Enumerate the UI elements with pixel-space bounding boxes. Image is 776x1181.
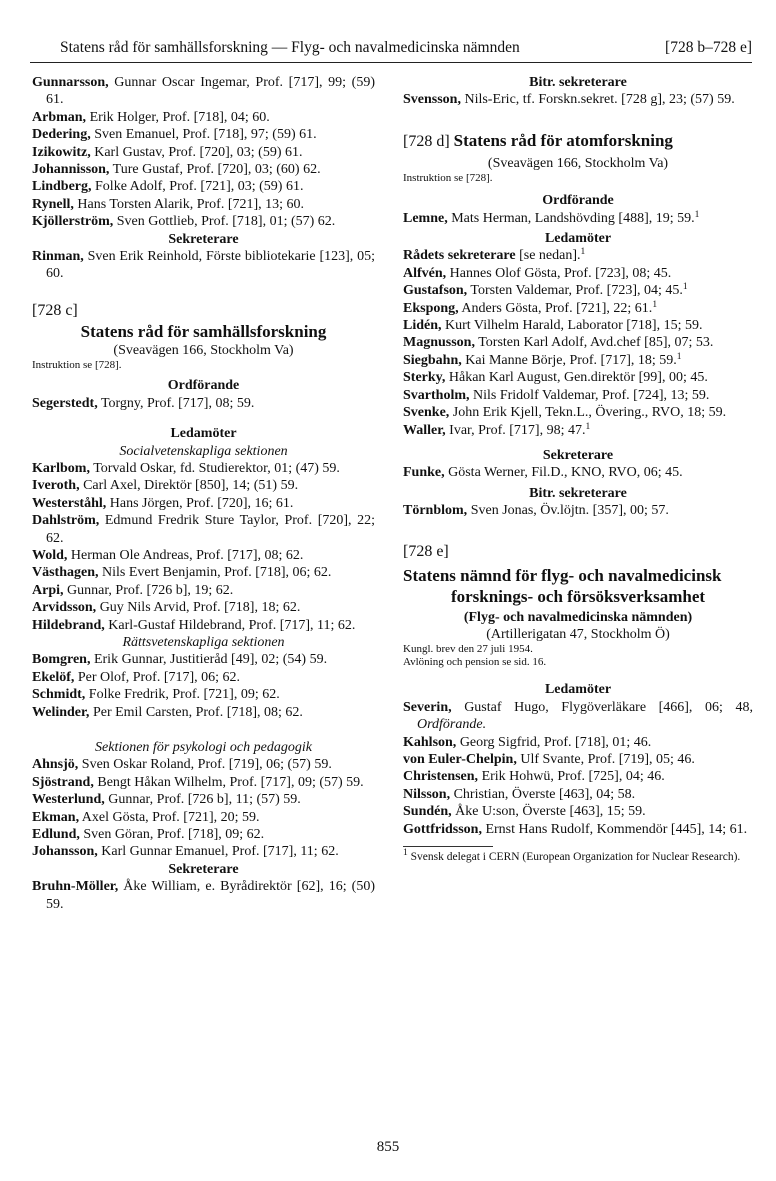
directory-entry bbox=[32, 599, 375, 616]
footnote-mark: 1 bbox=[652, 299, 658, 310]
footnote-number: 1 bbox=[403, 848, 408, 858]
secretary-list bbox=[32, 248, 375, 283]
directory-entry bbox=[403, 464, 753, 481]
heading-sekreterare-2: Sekreterare bbox=[168, 861, 239, 877]
heading-ordforande: Ordförande bbox=[167, 378, 240, 394]
secretary-list-2 bbox=[32, 878, 375, 913]
directory-entry bbox=[32, 495, 375, 512]
entry-siegbahn: Siegbahn, Kai Manne Börje, Prof. [717], 18; 59.$^1$ bbox=[403, 351, 682, 368]
header-rule bbox=[30, 62, 752, 63]
heading-psykologi-pedagogik: Sektionen för psykologi och pedagogik bbox=[95, 740, 312, 755]
person-details: Nils Fridolf Valdemar, Prof. [724], 13; 59. bbox=[469, 387, 710, 403]
person-details: Erik Holger, Prof. [718], 04; 60. bbox=[86, 109, 270, 125]
directory-entry bbox=[32, 547, 375, 564]
chair-list bbox=[32, 395, 375, 412]
person-name: Bomgren, bbox=[32, 652, 91, 668]
directory-entry bbox=[32, 144, 375, 161]
person-details: Kurt Vilhelm Harald, Laborator [718], 15; 59. bbox=[441, 318, 703, 334]
atom-section-heading bbox=[403, 131, 753, 152]
person-name: Lindberg, bbox=[32, 179, 92, 195]
person-name: Västhagen, bbox=[32, 565, 99, 581]
person-name: Kjöllerström, bbox=[32, 214, 114, 230]
atom-assistant-list bbox=[403, 502, 753, 519]
person-details: Georg Sigfrid, Prof. [718], 01; 46. bbox=[456, 734, 652, 750]
footnote-mark: 1 bbox=[694, 209, 700, 220]
person-details: Torgny, Prof. [717], 08; 59. bbox=[97, 395, 255, 411]
person-name: Svensson, bbox=[403, 92, 461, 108]
heading-sekreterare-atom: Sekreterare bbox=[542, 447, 614, 463]
directory-entry bbox=[32, 512, 375, 547]
entry-lemne: Lemne, Mats Herman, Landshövding [488], 19; 59.$^1$ bbox=[403, 209, 700, 226]
directory-entry bbox=[403, 317, 753, 334]
directory-entry bbox=[32, 774, 375, 791]
section-subtitle-flyg: (Flyg- och navalmedicinska nämnden) bbox=[463, 609, 693, 625]
directory-entry bbox=[32, 878, 375, 913]
section-title-samhallsforskning: Statens råd för samhällsforskning bbox=[80, 321, 327, 341]
person-name: Dedering, bbox=[32, 127, 91, 143]
person-name: Iveroth, bbox=[32, 478, 80, 494]
person-name: Welinder, bbox=[32, 704, 90, 720]
atom-member-list-b bbox=[403, 317, 753, 352]
person-name: Johannisson, bbox=[32, 162, 110, 178]
person-name: Hildebrand, bbox=[32, 617, 105, 633]
atom-secretary-list bbox=[403, 464, 753, 481]
person-name: von Euler-Chelpin, bbox=[403, 751, 517, 767]
person-name: Ahnsjö, bbox=[32, 757, 79, 773]
member-list bbox=[32, 74, 375, 231]
person-name: Kahlson, bbox=[403, 734, 457, 750]
entry-severin: Severin, Gustaf Hugo, Flygöverläkare [466], 06; 48, Ordförande. bbox=[403, 699, 753, 733]
footnote-mark: 1 bbox=[585, 421, 591, 432]
person-details: Åke U:son, Överste [463], 15; 59. bbox=[451, 804, 646, 820]
directory-entry bbox=[32, 669, 375, 686]
person-details: Per Olof, Prof. [717], 06; 62. bbox=[74, 669, 241, 685]
flyg-note-avloning: Avlöning och pension se sid. 16. bbox=[403, 656, 547, 669]
person-details: Ulf Svante, Prof. [719], 05; 46. bbox=[516, 751, 695, 767]
person-details: Hans Torsten Alarik, Prof. [721], 13; 60. bbox=[73, 196, 305, 212]
entry-radets-sekreterare: Rådets sekreterare [se nedan].$^1$ bbox=[403, 247, 586, 264]
directory-entry bbox=[32, 686, 375, 703]
person-details: Gunnar Oscar Ingemar, Prof. [717], 99; (59) 61. bbox=[46, 75, 375, 108]
person-name: Alfvén, bbox=[403, 265, 447, 281]
person-details: Folke Fredrik, Prof. [721], 09; 62. bbox=[85, 687, 280, 703]
section-code-728c: [728 c] bbox=[32, 301, 78, 319]
person-name: Sterky, bbox=[403, 370, 446, 386]
person-name: Edlund, bbox=[32, 827, 80, 843]
person-details: Edmund Fredrik Sture Taylor, Prof. [720], 22; 62. bbox=[46, 513, 375, 546]
person-details: Sven Jonas, Öv.löjtn. [357], 00; 57. bbox=[467, 503, 669, 519]
directory-entry bbox=[32, 161, 375, 178]
directory-entry bbox=[32, 248, 375, 283]
person-name: Arvidsson, bbox=[32, 600, 97, 616]
section-address-flyg: (Artillerigatan 47, Stockholm Ö) bbox=[486, 626, 670, 642]
directory-entry bbox=[403, 751, 753, 768]
person-name: Wold, bbox=[32, 547, 68, 563]
directory-entry bbox=[403, 265, 753, 282]
directory-entry bbox=[32, 582, 375, 599]
person-details: Gunnar, Prof. [726 b], 19; 62. bbox=[63, 582, 234, 598]
person-details: Torsten Karl Adolf, Avd.chef [85], 07; 53. bbox=[474, 335, 714, 351]
person-name: Nilsson, bbox=[403, 786, 451, 802]
atom-member-list-a bbox=[403, 265, 753, 282]
directory-entry bbox=[32, 826, 375, 843]
directory-entry bbox=[32, 704, 375, 721]
footnote-rule bbox=[403, 846, 493, 847]
heading-ledamoter: Ledamöter bbox=[170, 426, 237, 442]
person-details: Gunnar, Prof. [726 b], 11; (57) 59. bbox=[104, 792, 301, 808]
person-details: Hannes Olof Gösta, Prof. [723], 08; 45. bbox=[446, 265, 672, 281]
person-name: Schmidt, bbox=[32, 687, 86, 703]
directory-entry bbox=[32, 109, 375, 126]
person-name: Dahlström, bbox=[32, 513, 100, 529]
person-name: Svenke, bbox=[403, 405, 450, 421]
directory-entry bbox=[32, 196, 375, 213]
running-head-title: Statens råd för samhällsforskning — Flyg- och navalmedicinska nämnden bbox=[60, 39, 520, 56]
person-name: Funke, bbox=[403, 465, 445, 481]
person-details: Bengt Håkan Wilhelm, Prof. [717], 09; (57) 59. bbox=[93, 774, 364, 790]
person-name: Ekelöf, bbox=[32, 669, 75, 685]
person-details: Erik Gunnar, Justitieråd [49], 02; (54) 59. bbox=[90, 652, 328, 668]
directory-entry bbox=[32, 756, 375, 773]
entry-ekspong: Ekspong, Anders Gösta, Prof. [721], 22; 61.$^1$ bbox=[403, 299, 658, 316]
person-name: Törnblom, bbox=[403, 503, 468, 519]
person-details: Gösta Werner, Fil.D., KNO, RVO, 06; 45. bbox=[444, 465, 683, 481]
psychology-section-list bbox=[32, 756, 375, 860]
directory-entry bbox=[32, 843, 375, 860]
directory-entry bbox=[403, 821, 753, 838]
directory-entry bbox=[32, 213, 375, 230]
section-address: (Sveavägen 166, Stockholm Va) bbox=[113, 342, 294, 358]
entry-waller: Waller, Ivar, Prof. [717], 98; 47.$^1$ bbox=[403, 421, 591, 438]
person-details: Karl Gustav, Prof. [720], 03; (59) 61. bbox=[90, 144, 303, 160]
person-name: Arpi, bbox=[32, 582, 64, 598]
person-details: Håkan Karl August, Gen.direktör [99], 00; 45. bbox=[445, 370, 708, 386]
person-name: Christensen, bbox=[403, 769, 479, 785]
person-details: Sven Gottlieb, Prof. [718], 01; (57) 62. bbox=[113, 214, 336, 230]
directory-entry bbox=[32, 395, 375, 412]
directory-entry bbox=[403, 734, 753, 751]
person-name: Rinman, bbox=[32, 249, 84, 265]
person-name: Ekman, bbox=[32, 809, 80, 825]
person-details: Herman Ole Andreas, Prof. [717], 08; 62. bbox=[67, 547, 304, 563]
person-details: Sven Erik Reinhold, Förste bibliotekarie [123], 05; 60. bbox=[46, 249, 375, 282]
directory-entry bbox=[403, 387, 753, 404]
section-title-atomforskning: Statens råd för atomforskning bbox=[453, 130, 673, 150]
law-section-list bbox=[32, 651, 375, 721]
footnote-mark: 1 bbox=[676, 351, 682, 362]
footnote-mark: 1 bbox=[580, 247, 586, 258]
section-title-flyg-2: forsknings- och försöksverksamhet bbox=[450, 586, 706, 606]
person-name: Westerståhl, bbox=[32, 495, 107, 511]
heading-bitr-sekreterare: Bitr. sekreterare bbox=[529, 75, 627, 90]
directory-entry bbox=[32, 460, 375, 477]
person-details: Sven Göran, Prof. [718], 09; 62. bbox=[79, 827, 265, 843]
person-details: Carl Axel, Direktör [850], 14; (51) 59. bbox=[79, 478, 299, 494]
person-details: Erik Hohwü, Prof. [725], 04; 46. bbox=[478, 769, 665, 785]
directory-entry bbox=[403, 786, 753, 803]
person-details: Guy Nils Arvid, Prof. [718], 18; 62. bbox=[96, 600, 301, 616]
person-details: Nils Evert Benjamin, Prof. [718], 06; 62. bbox=[98, 565, 332, 581]
person-details: Hans Jörgen, Prof. [720], 16; 61. bbox=[106, 495, 294, 511]
heading-ledamoter-atom: Ledamöter bbox=[544, 231, 612, 247]
directory-entry bbox=[403, 502, 753, 519]
person-details: Sven Emanuel, Prof. [718], 97; (59) 61. bbox=[90, 127, 317, 143]
directory-entry bbox=[32, 74, 375, 109]
heading-ledamoter-flyg: Ledamöter bbox=[544, 682, 612, 698]
directory-entry bbox=[32, 178, 375, 195]
person-name: Izikowitz, bbox=[32, 144, 91, 160]
heading-socialvetenskapliga: Socialvetenskapliga sektionen bbox=[119, 443, 288, 459]
footnote bbox=[403, 850, 753, 864]
heading-ordforande-atom: Ordförande bbox=[542, 193, 614, 209]
person-details: Karl-Gustaf Hildebrand, Prof. [717], 11; 62. bbox=[104, 617, 356, 633]
person-name: Segerstedt, bbox=[32, 395, 98, 411]
person-name: Lidén, bbox=[403, 318, 442, 334]
directory-entry bbox=[32, 809, 375, 826]
page-number: 855 bbox=[376, 1139, 400, 1155]
person-details: Ernst Hans Rudolf, Kommendör [445], 14; 61. bbox=[481, 821, 748, 837]
person-name: Johansson, bbox=[32, 844, 98, 860]
directory-entry bbox=[32, 126, 375, 143]
directory-entry bbox=[32, 477, 375, 494]
flyg-member-list bbox=[403, 734, 753, 838]
entry-gustafson: Gustafson, Torsten Valdemar, Prof. [723], 04; 45.$^1$ bbox=[403, 282, 688, 299]
person-name: Karlbom, bbox=[32, 460, 90, 476]
section-code-728d: [728 d] bbox=[403, 132, 450, 150]
person-details: Folke Adolf, Prof. [721], 03; (59) 61. bbox=[91, 179, 304, 195]
social-section-list bbox=[32, 460, 375, 634]
person-name: Bruhn-Möller, bbox=[32, 879, 119, 895]
atom-member-list-c bbox=[403, 369, 753, 421]
person-details: John Erik Kjell, Tekn.L., Övering., RVO, 18; 59. bbox=[449, 405, 727, 421]
person-details: Christian, Överste [463], 04; 58. bbox=[450, 786, 636, 802]
person-details: Per Emil Carsten, Prof. [718], 08; 62. bbox=[89, 704, 303, 720]
heading-bitr-sekreterare-atom: Bitr. sekreterare bbox=[529, 485, 627, 501]
directory-entry bbox=[403, 334, 753, 351]
directory-entry bbox=[32, 791, 375, 808]
section-instruction: Instruktion se [728]. bbox=[32, 359, 122, 372]
person-name: Svartholm, bbox=[403, 387, 470, 403]
person-details: Ture Gustaf, Prof. [720], 03; (60) 62. bbox=[109, 162, 321, 178]
heading-sekreterare: Sekreterare bbox=[168, 231, 239, 247]
directory-entry bbox=[32, 651, 375, 668]
person-details: Torvald Oskar, fd. Studierektor, 01; (47) 59. bbox=[89, 460, 340, 476]
directory-entry bbox=[403, 803, 753, 820]
assistant-secretary-list bbox=[403, 91, 753, 108]
person-name: Westerlund, bbox=[32, 792, 105, 808]
directory-entry bbox=[32, 564, 375, 581]
left-column bbox=[32, 74, 375, 913]
person-name: Arbman, bbox=[32, 109, 87, 125]
section-code-728e: [728 e] bbox=[403, 542, 449, 560]
directory-entry bbox=[403, 404, 753, 421]
person-details: Åke William, e. Byrådirektör [62], 16; (50) 59. bbox=[46, 879, 375, 912]
person-details: Sven Oskar Roland, Prof. [719], 06; (57) 59. bbox=[78, 757, 332, 773]
person-name: Sundén, bbox=[403, 804, 452, 820]
person-details: Karl Gunnar Emanuel, Prof. [717], 11; 62. bbox=[97, 844, 339, 860]
atom-address: (Sveavägen 166, Stockholm Va) bbox=[487, 155, 669, 171]
person-details: Nils-Eric, tf. Forskn.sekret. [728 g], 23; (57) 59. bbox=[460, 92, 735, 108]
directory-entry bbox=[403, 369, 753, 386]
flyg-note-kungl-brev: Kungl. brev den 27 juli 1954. bbox=[403, 643, 533, 656]
person-name: Rynell, bbox=[32, 196, 74, 212]
right-column bbox=[403, 74, 753, 864]
person-name: Gunnarsson, bbox=[32, 75, 109, 90]
footnote-text: Svensk delegat i CERN (European Organization for Nuclear Research). bbox=[407, 851, 741, 863]
person-name: Magnusson, bbox=[403, 335, 475, 351]
atom-instruction: Instruktion se [728]. bbox=[403, 172, 493, 185]
person-details: Axel Gösta, Prof. [721], 20; 59. bbox=[79, 809, 260, 825]
person-name: Sjöstrand, bbox=[32, 774, 94, 790]
footnote-mark: 1 bbox=[682, 282, 688, 293]
directory-entry bbox=[32, 617, 375, 634]
heading-rattsvetenskapliga: Rättsvetenskapliga sektionen bbox=[122, 634, 285, 650]
person-name: Gottfridsson, bbox=[403, 821, 482, 837]
section-title-flyg-1: Statens nämnd för flyg- och navalmedicinsk bbox=[403, 565, 722, 585]
directory-entry bbox=[403, 768, 753, 785]
directory-entry bbox=[403, 91, 753, 108]
running-head-section-range: [728 b–728 e] bbox=[665, 39, 752, 56]
